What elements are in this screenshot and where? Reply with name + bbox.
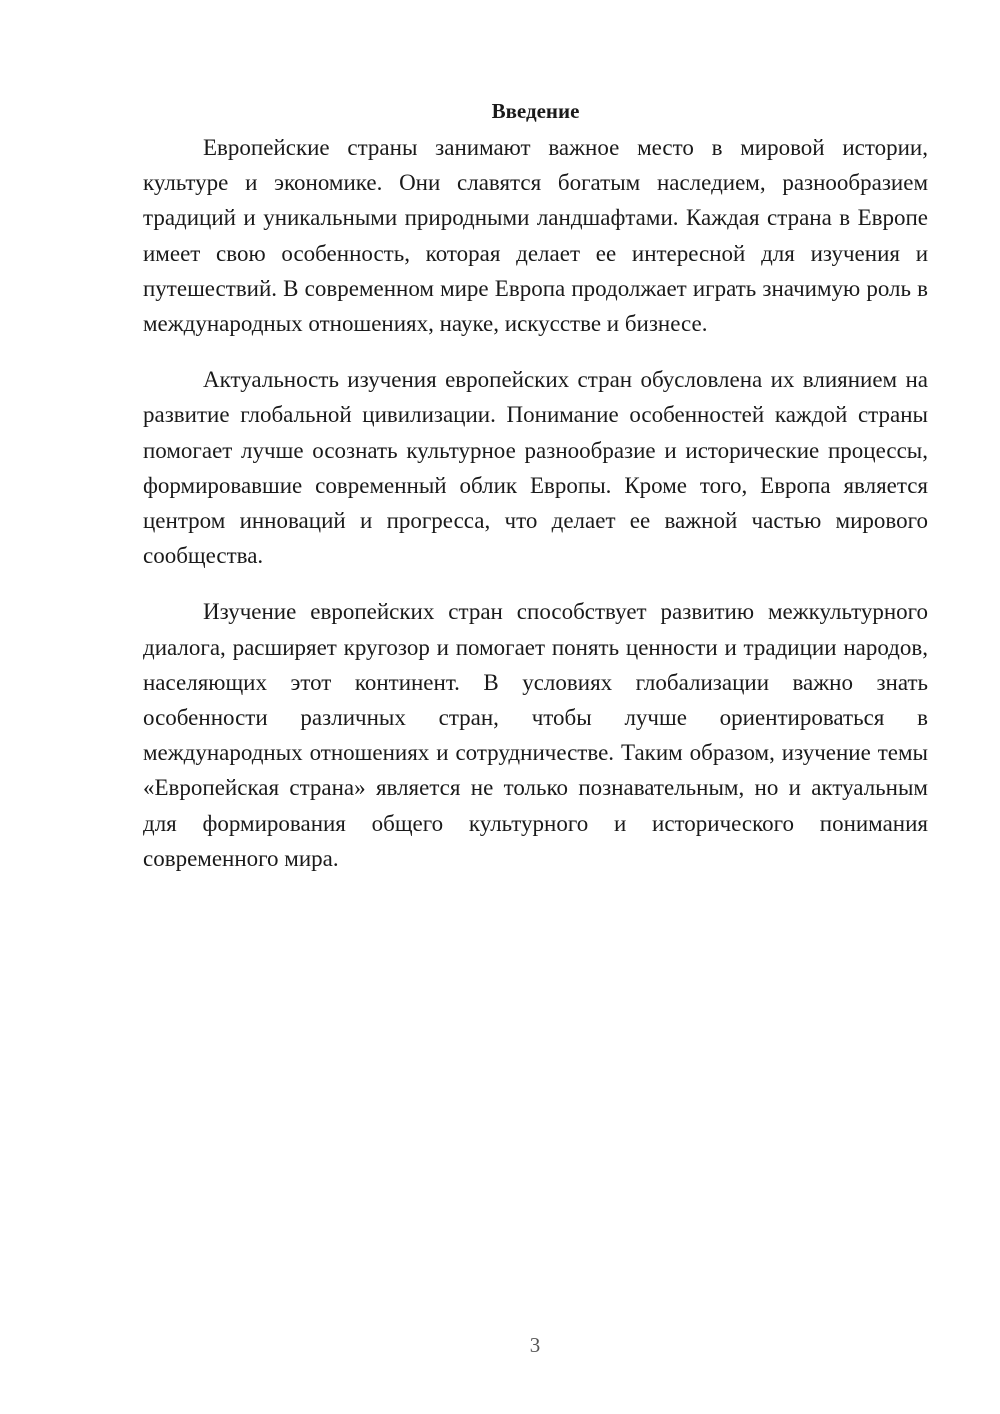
paragraph-2: Актуальность изучения европейских стран обусловлена их влиянием на развитие глобальной цивилизации. Понимание особенностей каждой страны помогает лучше осознать культурное разнообразие и исторические процессы, формировавшие современный облик Европы. Кроме того, Европа является центром инноваций и прогресса, что делает ее важной частью мирового сообщества. xyxy=(143,367,928,569)
page-number: 3 xyxy=(529,1333,541,1357)
section-title: Введение xyxy=(491,99,580,123)
paragraph-1: Европейские страны занимают важное место в мировой истории, культуре и экономике. Они славятся богатым наследием, разнообразием традиций и уникальными природными ландшафтами. Каждая страна в Европе имеет свою особенность, которая делает ее интересной для изучения и путешествий. В современном мире Европа продолжает играть значимую роль в международных отношениях, науке, искусстве и бизнесе. xyxy=(143,135,928,337)
paragraph-3: Изучение европейских стран способствует развитию межкультурного диалога, расширяет кругозор и помогает понять ценности и традиции народов, населяющих этот континент. В условиях глобализации важно знать особенности различных стран, чтобы лучше ориентироваться в международных отношениях и сотрудничестве. Таким образом, изучение темы «Европейская страна» является не только познавательным, но и актуальным для формирования общего культурного и исторического понимания современного мира. xyxy=(143,599,928,871)
page-content xyxy=(143,94,928,897)
